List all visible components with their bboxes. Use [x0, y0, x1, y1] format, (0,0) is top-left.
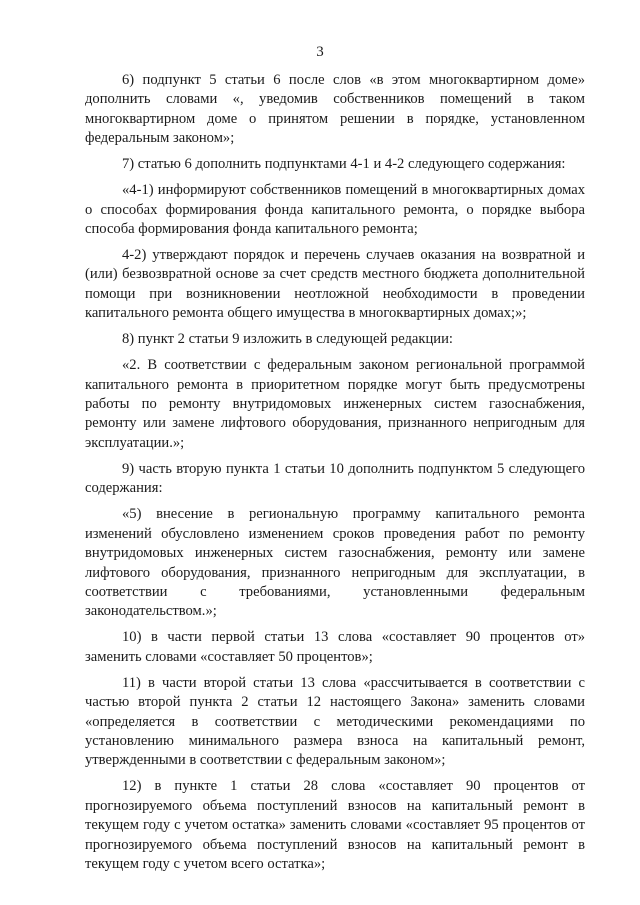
paragraph: «2. В соответствии с федеральным законом региональной программой капитального ремонта в приоритетном порядке могут быть предусмотрены работы по ремонту внутридомовых инженерных систем газоснабжения, ремонту или замене лифтового оборудования, признанного непригодным для эксплуатации.»;: [85, 357, 585, 451]
paragraph: 8) пункт 2 статьи 9 изложить в следующей редакции:: [122, 331, 453, 348]
paragraph: «4-1) информируют собственников помещений в многоквартирных домах о способах формирования фонда капитального ремонта, о порядке выбора способа формирования фонда капитального ремонта;: [85, 182, 585, 238]
paragraph: 9) часть вторую пункта 1 статьи 10 дополнить подпунктом 5 следующего содержания:: [85, 460, 585, 497]
paragraph: 7) статью 6 дополнить подпунктами 4-1 и 4-2 следующего содержания:: [122, 156, 566, 173]
paragraph: 10) в части первой статьи 13 слова «составляет 90 процентов от» заменить словами «составляет 50 процентов»;: [85, 629, 585, 665]
page-number: 3: [316, 44, 324, 60]
paragraph: «5) внесение в региональную программу капитального ремонта изменений обусловлено изменением сроков проведения работ по ремонту внутридомовых инженерных систем газоснабжения, ремонту или замене лифтового оборудования, признанного непригодным для эксплуатации, в соответствии с требованиями, установленными федеральным законодательством.»;: [85, 506, 585, 620]
document-body: [85, 71, 585, 881]
paragraph: 6) подпункт 5 статьи 6 после слов «в этом многоквартирном доме» дополнить словами «, уведомив собственников помещений в таком многоквартирном доме о принятом решении в порядке, установленном федеральным законом»;: [85, 72, 585, 147]
paragraph: 12) в пункте 1 статьи 28 слова «составляет 90 процентов от прогнозируемого объема поступлений взносов на капитальный ремонт в текущем году с учетом остатка» заменить словами «составляет 95 процентов от прогнозируемого объема поступлений взносов на капитальный ремонт в текущем году с учетом всего остатка»;: [85, 778, 585, 872]
paragraph: 11) в части второй статьи 13 слова «рассчитывается в соответствии с частью второй пункта 2 статьи 12 настоящего Закона» заменить словами «определяется в соответствии с методическими рекомендациями по установлению минимального размера взноса на капитальный ремонт, утвержденными в соответствии с федеральным законом»;: [85, 674, 585, 769]
paragraph: 4-2) утверждают порядок и перечень случаев оказания на возвратной и (или) безвозвратной основе за счет средств местного бюджета дополнительной помощи при возникновении неотложной необходимости в проведении капитального ремонта общего имущества в многоквартирных домах;»;: [85, 247, 585, 322]
